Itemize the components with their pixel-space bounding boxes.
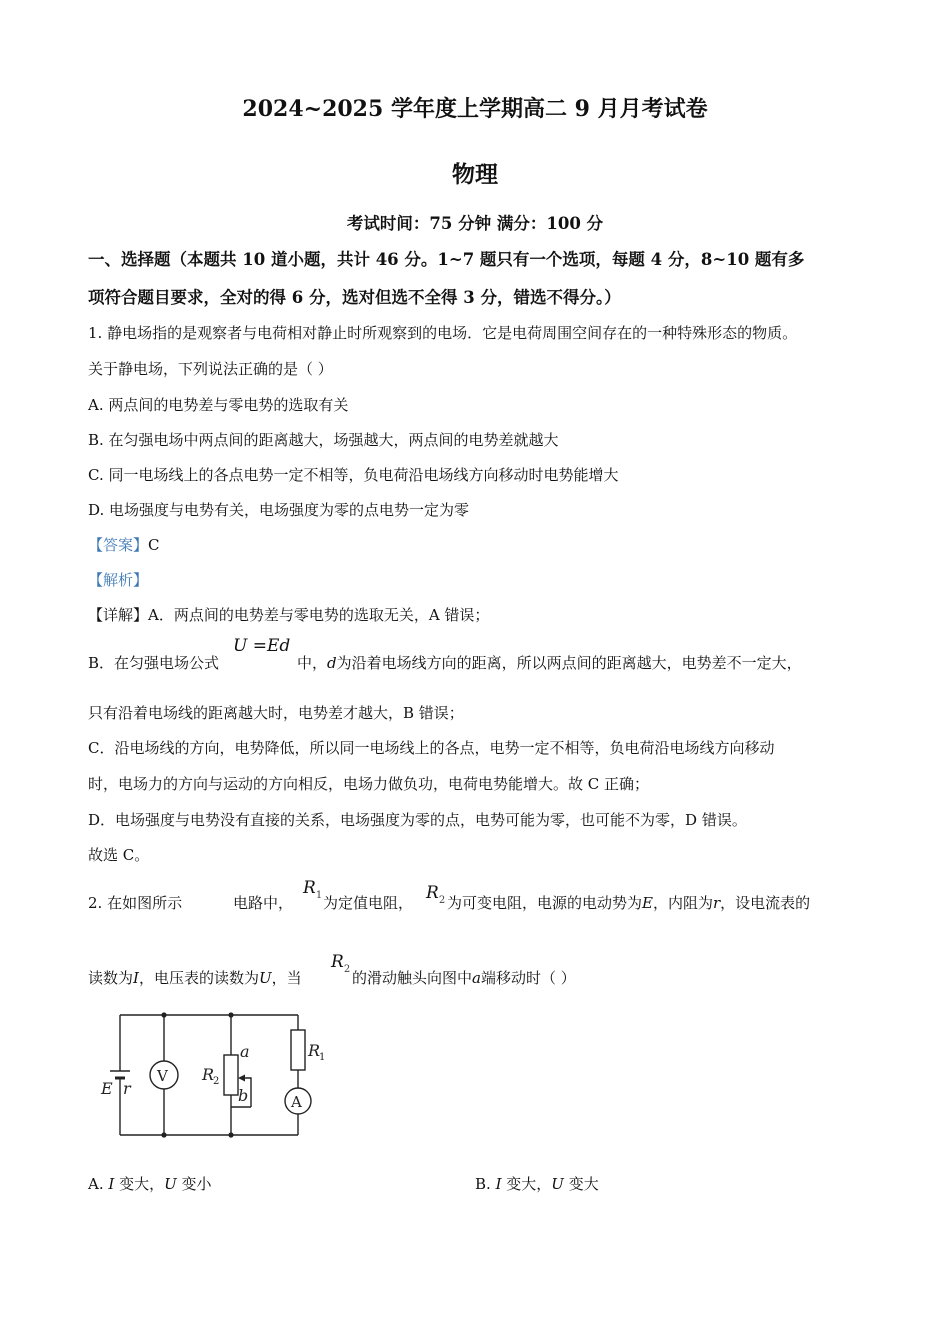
detail-b-end: 为沿着电场线方向的距离，所以两点间的距离越大，电势差不一定大，: [336, 654, 802, 672]
q1-stem-line1: 1. 静电场指的是观察者与电荷相对静止时所观察到的电场．它是电荷周围空间存在的一种特殊形态的物质。: [88, 324, 798, 342]
var-d: d: [327, 654, 337, 672]
answer-value: C: [148, 536, 160, 554]
q2-r2-symbol: $R_2$: [426, 883, 446, 906]
q2-stem-start: 2. 在如图所示: [88, 894, 183, 912]
exam-info: 考试时间：75 分钟 满分：100 分: [346, 214, 604, 233]
q1-detail-d: D．电场强度与电势没有直接的关系，电场强度为零的点，电势可能为零，也可能不为零，D 错误。: [88, 811, 747, 829]
resistor-r2: [224, 1055, 238, 1095]
junction-dot: [161, 1012, 166, 1017]
detail-b-mid: 中，: [297, 654, 328, 672]
q2-stem-part2: 电路中，: [233, 894, 294, 912]
emf-label: E: [101, 1079, 113, 1098]
junction-dot: [161, 1132, 166, 1137]
q2-stem-line2-end: 的滑动触头向图中a端移动时（ ）: [352, 969, 576, 987]
formula-u-ed: U =Ed: [233, 636, 291, 656]
q2-r2-symbol-b: $R_2$: [331, 952, 351, 975]
q1-detail-b-line: [88, 652, 219, 673]
q1-stem-line2: 关于静电场，下列说法正确的是（ ）: [88, 360, 333, 378]
q2-stem-line2: 读数为I，电压表的读数为U，当: [88, 969, 302, 987]
q1-conclusion: 故选 C。: [88, 846, 150, 864]
q1-option-b: B. 在匀强电场中两点间的距离越大，场强越大，两点间的电势差就越大: [88, 431, 559, 449]
section-heading-line1: 一、选择题（本题共 10 道小题，共计 46 分。1~7 题只有一个选项，每题 4 分，8~10 题有多: [88, 250, 805, 269]
q2-option-b: B. I 变大，U 变大: [475, 1175, 599, 1193]
voltmeter-label: V: [157, 1067, 168, 1085]
q2-stem-part4: 为可变电阻，电源的电动势为E，内阻为r，设电流表的: [447, 894, 811, 912]
detail-b-prefix: B．在匀强电场公式: [88, 654, 220, 672]
exam-title: 2024~2025 学年度上学期高二 9 月月考试卷: [242, 96, 708, 122]
answer-tag: 【答案】: [88, 536, 149, 554]
subject-title: 物理: [452, 161, 498, 188]
q1-option-d: D. 电场强度与电势有关，电场强度为零的点电势一定为零: [88, 501, 470, 519]
q2-option-a: A. I 变大，U 变小: [88, 1175, 212, 1193]
q1-detail-b2: 只有沿着电场线的距离越大时，电势差才越大，B 错误；: [88, 704, 464, 722]
analysis-tag: 【解析】: [88, 571, 149, 589]
q1-detail-a: 【详解】A．两点间的电势差与零电势的选取无关，A 错误；: [88, 606, 490, 624]
ammeter-label: A: [291, 1093, 302, 1111]
r1-label-sub: 1: [319, 1052, 326, 1063]
q2-stem-part3: 为定值电阻，: [323, 894, 414, 912]
q2-r1-symbol: $R_1$: [303, 878, 323, 901]
q1-detail-c2: 时，电场力的方向与运动的方向相反，电场力做负功，电荷电势能增大。故 C 正确；: [88, 775, 650, 793]
section-heading-line2: 项符合题目要求，全对的得 6 分，选对但选不全得 3 分，错选不得分。）: [88, 288, 621, 307]
slider-arrow-icon: [238, 1075, 245, 1082]
q1-option-c: C. 同一电场线上的各点电势一定不相等，负电荷沿电场线方向移动时电势能增大: [88, 466, 619, 484]
terminal-b-label: b: [238, 1086, 249, 1105]
r2-label: R: [202, 1065, 215, 1084]
resistor-r1: [291, 1030, 305, 1070]
terminal-a-label: a: [240, 1042, 250, 1061]
detail-b-rest: [297, 652, 802, 673]
r2-label-sub: 2: [213, 1076, 220, 1087]
q1-option-a: A. 两点间的电势差与零电势的选取有关: [88, 396, 349, 414]
junction-dot: [228, 1132, 233, 1137]
q1-detail-c1: C．沿电场线的方向，电势降低，所以同一电场线上的各点，电势一定不相等，负电荷沿电场线方向移动: [88, 739, 775, 757]
r1-label: R: [308, 1041, 321, 1060]
internal-r-label: r: [123, 1079, 131, 1098]
junction-dot: [228, 1012, 233, 1017]
q1-answer: [88, 534, 160, 555]
circuit-diagram: [95, 1005, 345, 1145]
